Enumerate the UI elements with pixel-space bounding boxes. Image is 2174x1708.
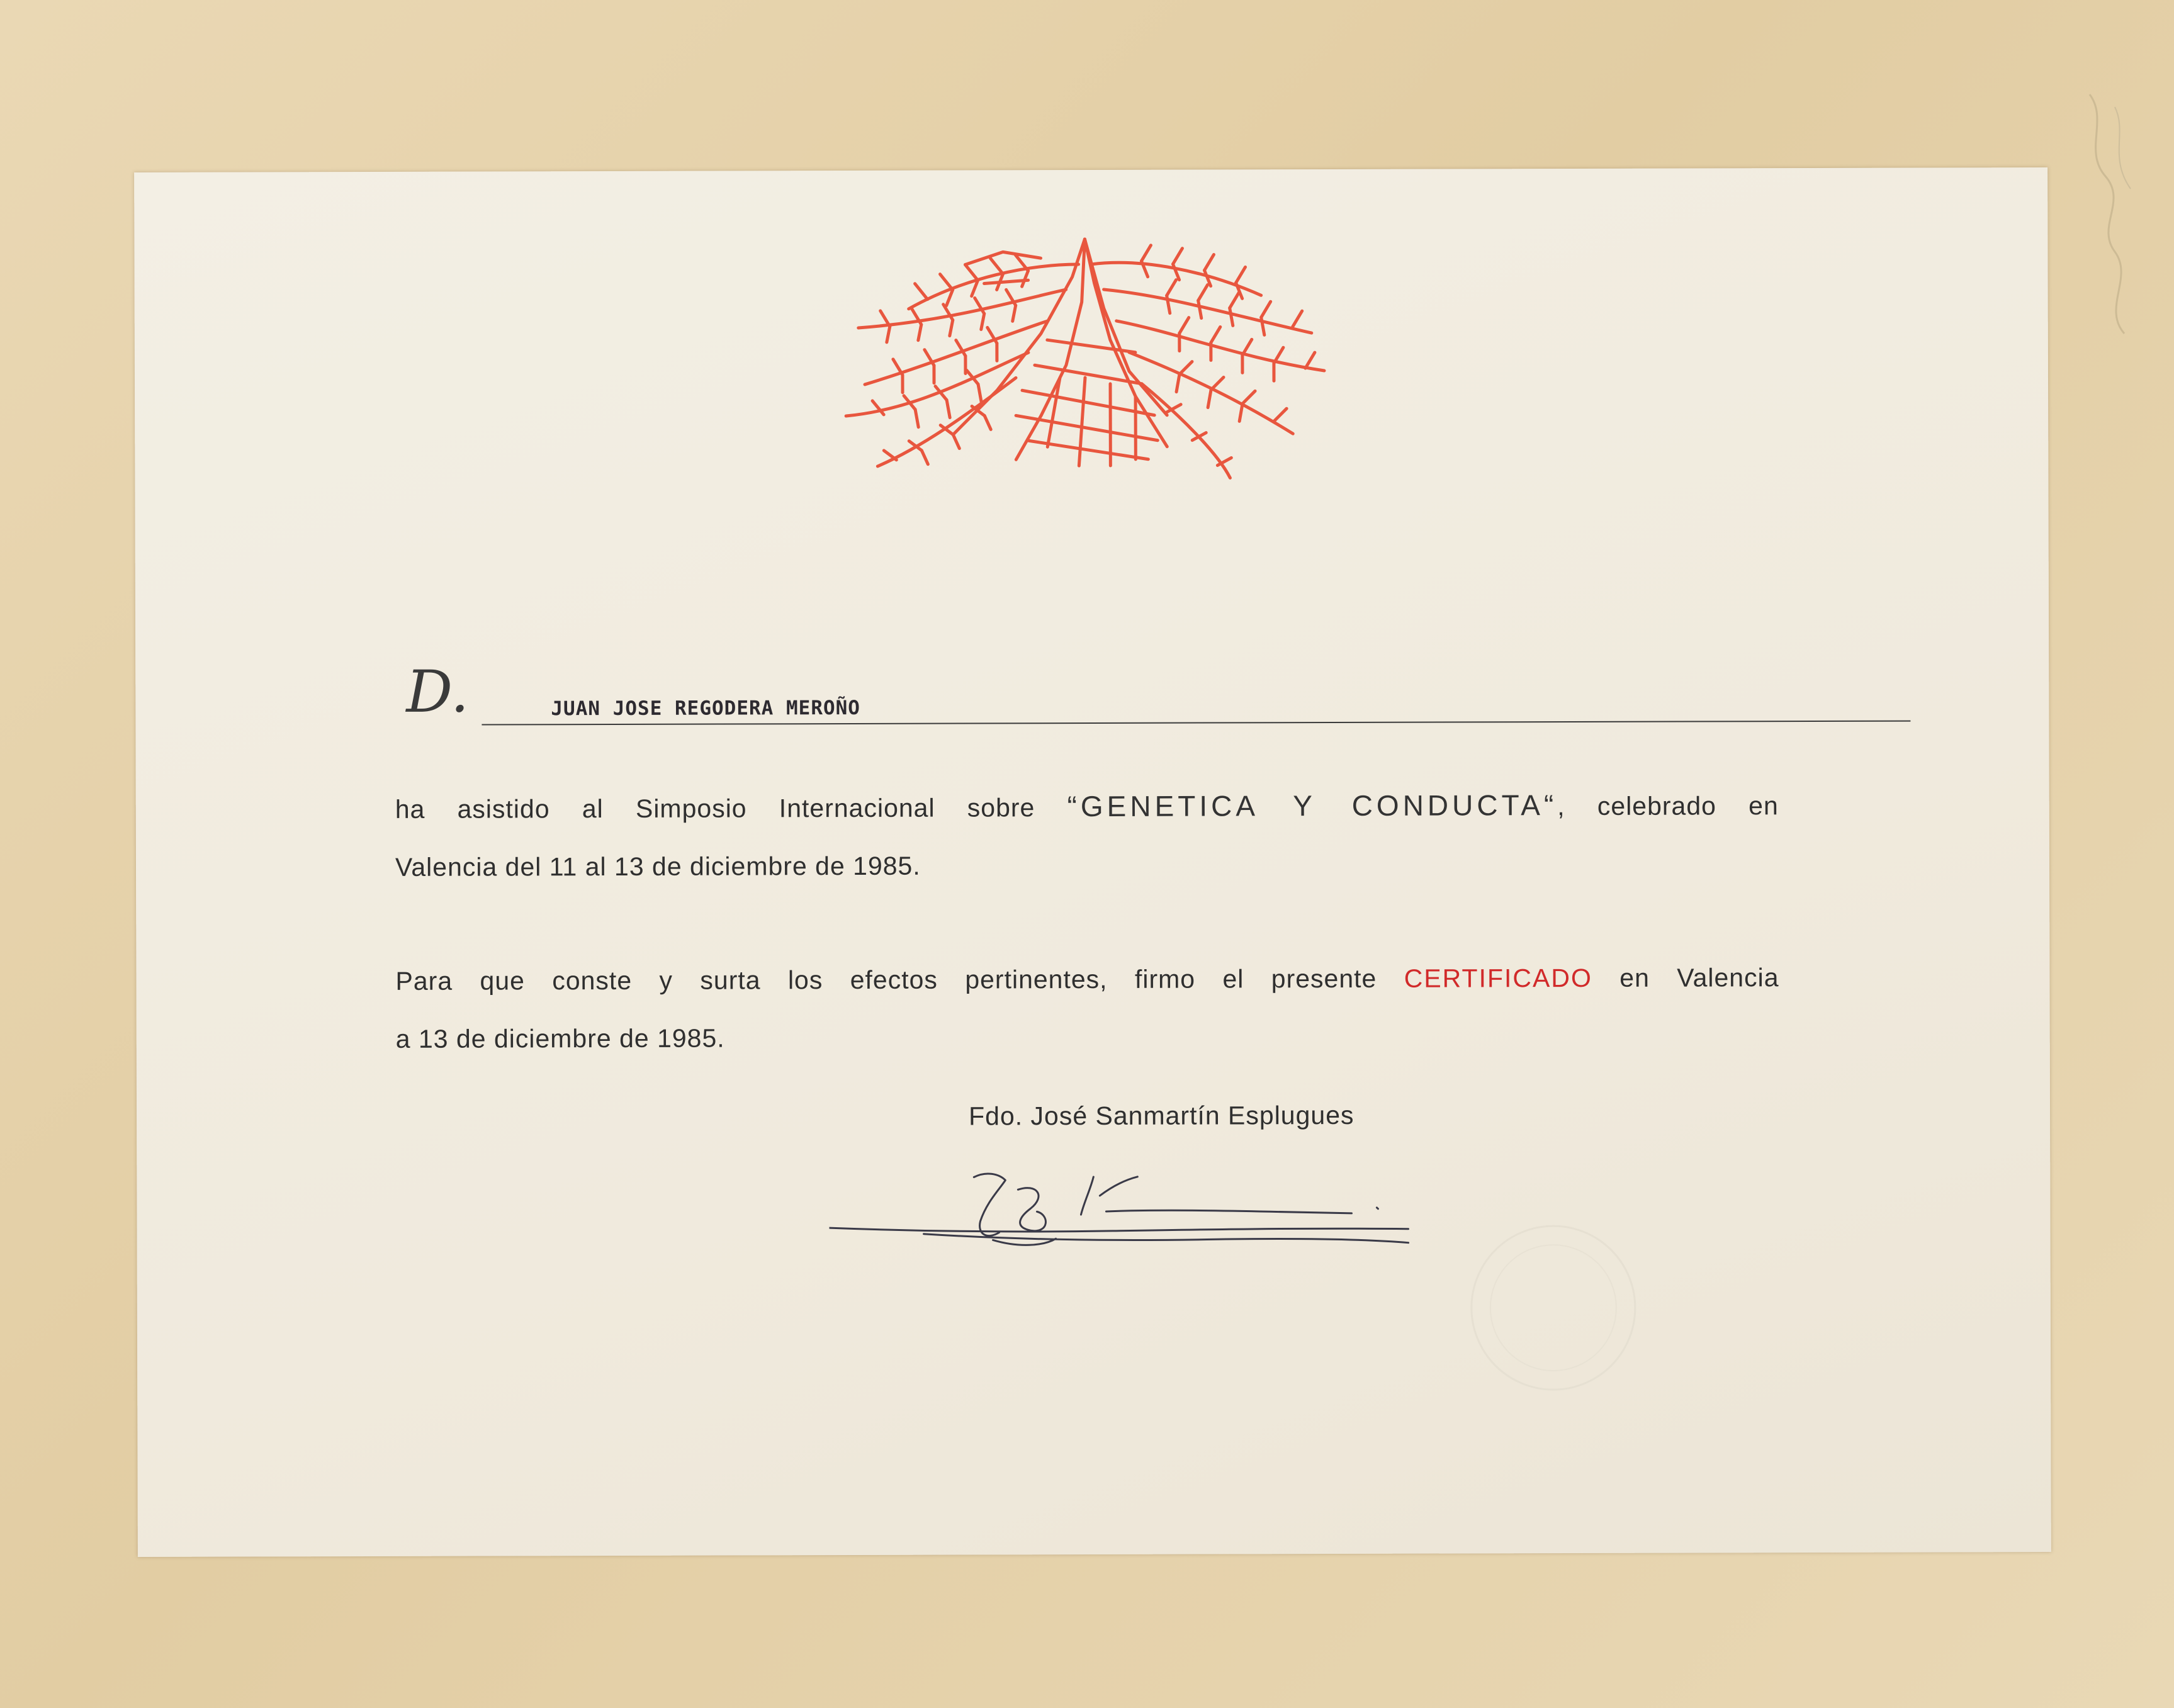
attendance-line-1: [395, 775, 1779, 838]
embossed-seal: [1458, 1213, 1648, 1403]
pencil-mark: [2071, 82, 2153, 384]
attendance-text-end: , celebrado en: [1557, 791, 1779, 821]
name-underline: [482, 721, 1910, 726]
symposium-title: “GENETICA Y CONDUCTA“: [1067, 789, 1558, 823]
certification-line-1: [395, 948, 1779, 1010]
red-branch-emblem-icon: [839, 226, 1331, 492]
attendance-text: ha asistido al Simposio Internacional sobre: [395, 793, 1035, 824]
certificate-word: CERTIFICADO: [1404, 963, 1592, 993]
certificate-paper: [134, 167, 2051, 1557]
certification-paragraph: [395, 948, 1779, 1068]
recipient-name: JUAN JOSE REGODERA MEROÑO: [551, 696, 860, 721]
handwritten-signature: [829, 1150, 1458, 1266]
salutation-script: [400, 656, 482, 726]
attendance-line-2: Valencia del 11 al 13 de diciembre de 1985.: [395, 851, 921, 882]
svg-text:D.: D.: [406, 658, 470, 726]
certification-text: Para que conste y surta los efectos pertinentes, firmo el presente: [395, 964, 1377, 996]
attendance-paragraph: [395, 775, 1779, 896]
certification-text-end: en Valencia: [1619, 963, 1779, 992]
recipient-row: [400, 653, 1910, 726]
signer-name: Fdo. José Sanmartín Esplugues: [968, 1100, 1355, 1131]
certification-line-2: a 13 de diciembre de 1985.: [395, 1023, 725, 1053]
